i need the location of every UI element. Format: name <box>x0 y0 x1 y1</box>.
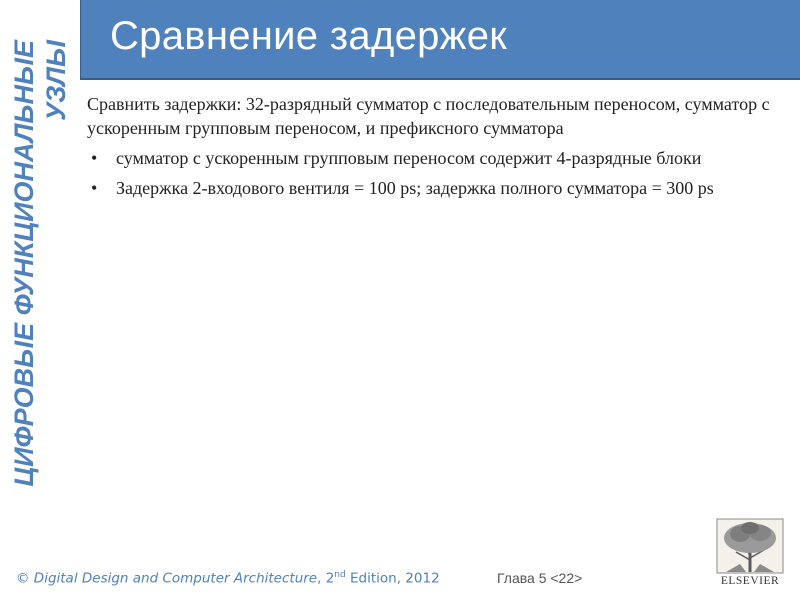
bullet-list <box>87 146 787 200</box>
copyright-symbol: © <box>16 570 30 587</box>
edition-number: 2 <box>325 570 335 587</box>
bullet-dot: • <box>91 148 98 168</box>
intro-paragraph: Сравнить задержки: 32-разрядный сумматор с последовательным переносом, сумматор с ускоренным групповым переносом, и префиксного сумматора <box>87 94 770 138</box>
bullet-item <box>87 146 787 170</box>
chapter-label: Глава 5 <22> <box>497 570 583 586</box>
vertical-title-line-1: ЦИФРОВЫЕ ФУНКЦИОНАЛЬНЫЕ <box>9 40 39 487</box>
bullet-text: сумматор с ускоренным групповым переносом содержит 4-разрядные блоки <box>116 148 702 168</box>
vertical-title-line-2: УЗЛЫ <box>41 40 71 121</box>
vertical-title <box>8 40 72 560</box>
edition-rest: Edition, 2012 <box>350 570 440 587</box>
elsevier-wordmark: ELSEVIER <box>720 575 780 587</box>
bullet-text: Задержка 2-входового вентиля = 100 ps; задержка полного сумматора = 300 ps <box>116 178 714 198</box>
vertical-title-area <box>0 0 80 600</box>
elsevier-tree-icon <box>716 518 784 574</box>
book-title: Digital Design and Computer Architecture <box>33 570 318 587</box>
edition-suffix: nd <box>334 570 346 580</box>
slide-body <box>87 92 787 206</box>
bullet-item <box>87 176 787 200</box>
elsevier-logo <box>716 518 784 593</box>
bullet-dot: • <box>91 178 98 198</box>
slide-title: Сравнение задержек <box>110 14 508 58</box>
footer-copyright: © Digital Design and Computer Architecture, 2nd Edition, 2012 <box>16 570 440 587</box>
